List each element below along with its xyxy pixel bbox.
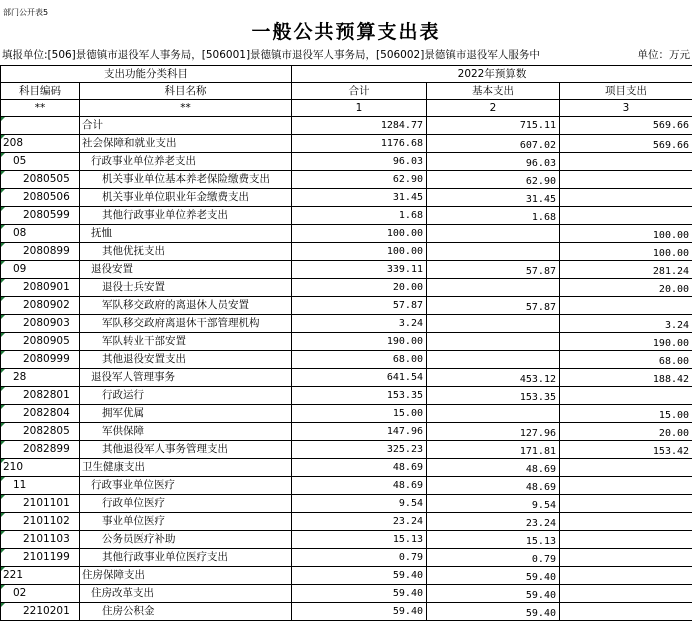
project-amount-cell: 100.00 [560, 225, 692, 243]
table-row [1, 171, 692, 189]
project-amount-cell [560, 189, 692, 207]
project-amount-cell [560, 171, 692, 189]
table-body [1, 117, 692, 621]
total-amount-cell: 59.40 [292, 603, 427, 621]
subject-name-cell: 军供保障 [80, 423, 292, 441]
table-row [1, 477, 692, 495]
total-amount-cell: 100.00 [292, 225, 427, 243]
subject-code-cell: 28 [1, 369, 80, 387]
total-amount-cell: 15.13 [292, 531, 427, 549]
subject-name-cell: 事业单位医疗 [80, 513, 292, 531]
subject-code-cell: 2080999 [1, 351, 80, 369]
project-amount-cell: 569.66 [560, 135, 692, 153]
basic-amount-cell: 48.69 [427, 477, 560, 495]
subject-code-cell: 08 [1, 225, 80, 243]
total-amount-cell: 62.90 [292, 171, 427, 189]
table-row [1, 153, 692, 171]
subject-name-cell: 社会保障和就业支出 [80, 135, 292, 153]
page-title: 一般公共预算支出表 [0, 17, 692, 44]
total-amount-cell: 48.69 [292, 477, 427, 495]
project-amount-cell [560, 567, 692, 585]
filing-info-row [2, 47, 690, 63]
table-row [1, 513, 692, 531]
project-amount-cell: 188.42 [560, 369, 692, 387]
table-row [1, 135, 692, 153]
subject-name-cell: 退役军人管理事务 [80, 369, 292, 387]
table-row [1, 369, 692, 387]
project-amount-cell [560, 513, 692, 531]
table-row [1, 261, 692, 279]
subject-name-cell: 其他优抚支出 [80, 243, 292, 261]
total-amount-cell: 325.23 [292, 441, 427, 459]
total-amount-cell: 0.79 [292, 549, 427, 567]
table-row [1, 315, 692, 333]
project-amount-cell [560, 531, 692, 549]
index-name: ** [80, 100, 292, 117]
subject-code-cell: 2101101 [1, 495, 80, 513]
basic-amount-cell: 0.79 [427, 549, 560, 567]
table-row [1, 531, 692, 549]
project-amount-cell [560, 297, 692, 315]
total-amount-cell: 1176.68 [292, 135, 427, 153]
subject-name-cell: 退役士兵安置 [80, 279, 292, 297]
total-amount-cell: 20.00 [292, 279, 427, 297]
total-amount-cell: 59.40 [292, 567, 427, 585]
header-total: 合计 [292, 83, 427, 100]
basic-amount-cell [427, 333, 560, 351]
table-row [1, 441, 692, 459]
subject-code-cell: 2101102 [1, 513, 80, 531]
subject-name-cell: 其他退役安置支出 [80, 351, 292, 369]
subject-name-cell: 退役安置 [80, 261, 292, 279]
table-number-label: 部门公开表5 [3, 7, 48, 18]
total-amount-cell: 59.40 [292, 585, 427, 603]
subject-name-cell: 其他退役军人事务管理支出 [80, 441, 292, 459]
header-project-expenditure: 项目支出 [560, 83, 692, 100]
total-amount-cell: 23.24 [292, 513, 427, 531]
total-amount-cell: 100.00 [292, 243, 427, 261]
subject-name-cell: 其他行政事业单位养老支出 [80, 207, 292, 225]
project-amount-cell [560, 495, 692, 513]
header-subject-name: 科目名称 [80, 83, 292, 100]
header-basic-expenditure: 基本支出 [427, 83, 560, 100]
subject-code-cell: 2080899 [1, 243, 80, 261]
subject-name-cell: 机关事业单位职业年金缴费支出 [80, 189, 292, 207]
project-amount-cell [560, 549, 692, 567]
subject-code-cell: 221 [1, 567, 80, 585]
basic-amount-cell: 127.96 [427, 423, 560, 441]
header-budget-year: 2022年预算数 [292, 66, 692, 83]
table-row [1, 279, 692, 297]
subject-code-cell: 2080905 [1, 333, 80, 351]
total-amount-cell: 1284.77 [292, 117, 427, 135]
subject-code-cell [1, 117, 80, 135]
basic-amount-cell: 96.03 [427, 153, 560, 171]
subject-name-cell: 行政事业单位养老支出 [80, 153, 292, 171]
subject-name-cell: 住房改革支出 [80, 585, 292, 603]
table-row [1, 423, 692, 441]
total-amount-cell: 68.00 [292, 351, 427, 369]
basic-amount-cell: 715.11 [427, 117, 560, 135]
basic-amount-cell: 153.35 [427, 387, 560, 405]
subject-code-cell: 2101199 [1, 549, 80, 567]
basic-amount-cell: 59.40 [427, 567, 560, 585]
subject-code-cell: 09 [1, 261, 80, 279]
project-amount-cell [560, 387, 692, 405]
subject-code-cell: 2080902 [1, 297, 80, 315]
basic-amount-cell [427, 243, 560, 261]
subject-code-cell: 2080506 [1, 189, 80, 207]
table-row [1, 549, 692, 567]
basic-amount-cell [427, 225, 560, 243]
subject-code-cell: 210 [1, 459, 80, 477]
table-row [1, 351, 692, 369]
total-amount-cell: 641.54 [292, 369, 427, 387]
basic-amount-cell: 48.69 [427, 459, 560, 477]
total-amount-cell: 9.54 [292, 495, 427, 513]
subject-code-cell: 2082805 [1, 423, 80, 441]
subject-code-cell: 2080505 [1, 171, 80, 189]
project-amount-cell: 153.42 [560, 441, 692, 459]
total-amount-cell: 15.00 [292, 405, 427, 423]
table-row [1, 297, 692, 315]
project-amount-cell: 569.66 [560, 117, 692, 135]
project-amount-cell: 68.00 [560, 351, 692, 369]
table-row [1, 117, 692, 135]
project-amount-cell [560, 585, 692, 603]
index-project: 3 [560, 100, 692, 117]
project-amount-cell [560, 459, 692, 477]
table-row [1, 333, 692, 351]
header-function-classification: 支出功能分类科目 [1, 66, 292, 83]
currency-unit-text: 单位：万元 [638, 47, 691, 62]
basic-amount-cell [427, 405, 560, 423]
subject-code-cell: 02 [1, 585, 80, 603]
subject-code-cell: 2210201 [1, 603, 80, 621]
basic-amount-cell: 453.12 [427, 369, 560, 387]
basic-amount-cell: 23.24 [427, 513, 560, 531]
total-amount-cell: 48.69 [292, 459, 427, 477]
subject-code-cell: 2080901 [1, 279, 80, 297]
index-code: ** [1, 100, 80, 117]
subject-code-cell: 11 [1, 477, 80, 495]
subject-name-cell: 行政单位医疗 [80, 495, 292, 513]
project-amount-cell: 3.24 [560, 315, 692, 333]
total-amount-cell: 3.24 [292, 315, 427, 333]
basic-amount-cell [427, 351, 560, 369]
basic-amount-cell [427, 279, 560, 297]
project-amount-cell [560, 207, 692, 225]
project-amount-cell [560, 153, 692, 171]
subject-name-cell: 卫生健康支出 [80, 459, 292, 477]
subject-code-cell: 208 [1, 135, 80, 153]
subject-name-cell: 其他行政事业单位医疗支出 [80, 549, 292, 567]
basic-amount-cell: 9.54 [427, 495, 560, 513]
basic-amount-cell: 57.87 [427, 261, 560, 279]
filing-unit-text: 填报单位:[506]景德镇市退役军人事务局，[506001]景德镇市退役军人事务局，[506002]景德镇市退役军人服务中 [2, 47, 562, 62]
project-amount-cell [560, 477, 692, 495]
table-row [1, 495, 692, 513]
header-column-row [1, 83, 692, 100]
project-amount-cell: 190.00 [560, 333, 692, 351]
subject-code-cell: 2082804 [1, 405, 80, 423]
total-amount-cell: 190.00 [292, 333, 427, 351]
basic-amount-cell: 15.13 [427, 531, 560, 549]
project-amount-cell: 20.00 [560, 279, 692, 297]
subject-name-cell: 军队移交政府的离退休人员安置 [80, 297, 292, 315]
header-group-row [1, 66, 692, 83]
table-row [1, 459, 692, 477]
total-amount-cell: 31.45 [292, 189, 427, 207]
subject-name-cell: 军队转业干部安置 [80, 333, 292, 351]
basic-amount-cell: 1.68 [427, 207, 560, 225]
project-amount-cell: 15.00 [560, 405, 692, 423]
subject-name-cell: 抚恤 [80, 225, 292, 243]
subject-code-cell: 05 [1, 153, 80, 171]
subject-name-cell: 军队移交政府离退休干部管理机构 [80, 315, 292, 333]
subject-name-cell: 合计 [80, 117, 292, 135]
table-row [1, 603, 692, 621]
header-subject-code: 科目编码 [1, 83, 80, 100]
subject-name-cell: 拥军优属 [80, 405, 292, 423]
subject-name-cell: 住房保障支出 [80, 567, 292, 585]
total-amount-cell: 1.68 [292, 207, 427, 225]
subject-name-cell: 机关事业单位基本养老保险缴费支出 [80, 171, 292, 189]
basic-amount-cell: 607.02 [427, 135, 560, 153]
index-total: 1 [292, 100, 427, 117]
table-row [1, 243, 692, 261]
basic-amount-cell: 171.81 [427, 441, 560, 459]
total-amount-cell: 339.11 [292, 261, 427, 279]
table-row [1, 207, 692, 225]
basic-amount-cell: 31.45 [427, 189, 560, 207]
subject-code-cell: 2080599 [1, 207, 80, 225]
table-row [1, 189, 692, 207]
total-amount-cell: 57.87 [292, 297, 427, 315]
basic-amount-cell: 59.40 [427, 603, 560, 621]
project-amount-cell [560, 603, 692, 621]
table-row [1, 405, 692, 423]
subject-code-cell: 2080903 [1, 315, 80, 333]
project-amount-cell: 281.24 [560, 261, 692, 279]
subject-name-cell: 行政运行 [80, 387, 292, 405]
basic-amount-cell: 62.90 [427, 171, 560, 189]
project-amount-cell: 20.00 [560, 423, 692, 441]
total-amount-cell: 96.03 [292, 153, 427, 171]
basic-amount-cell: 57.87 [427, 297, 560, 315]
table-row [1, 387, 692, 405]
basic-amount-cell [427, 315, 560, 333]
total-amount-cell: 147.96 [292, 423, 427, 441]
total-amount-cell: 153.35 [292, 387, 427, 405]
index-basic: 2 [427, 100, 560, 117]
subject-code-cell: 2082899 [1, 441, 80, 459]
table-row [1, 567, 692, 585]
subject-name-cell: 住房公积金 [80, 603, 292, 621]
budget-table [0, 65, 692, 621]
header-index-row [1, 100, 692, 117]
table-row [1, 585, 692, 603]
project-amount-cell: 100.00 [560, 243, 692, 261]
table-row [1, 225, 692, 243]
subject-code-cell: 2082801 [1, 387, 80, 405]
basic-amount-cell: 59.40 [427, 585, 560, 603]
subject-code-cell: 2101103 [1, 531, 80, 549]
subject-name-cell: 行政事业单位医疗 [80, 477, 292, 495]
subject-name-cell: 公务员医疗补助 [80, 531, 292, 549]
